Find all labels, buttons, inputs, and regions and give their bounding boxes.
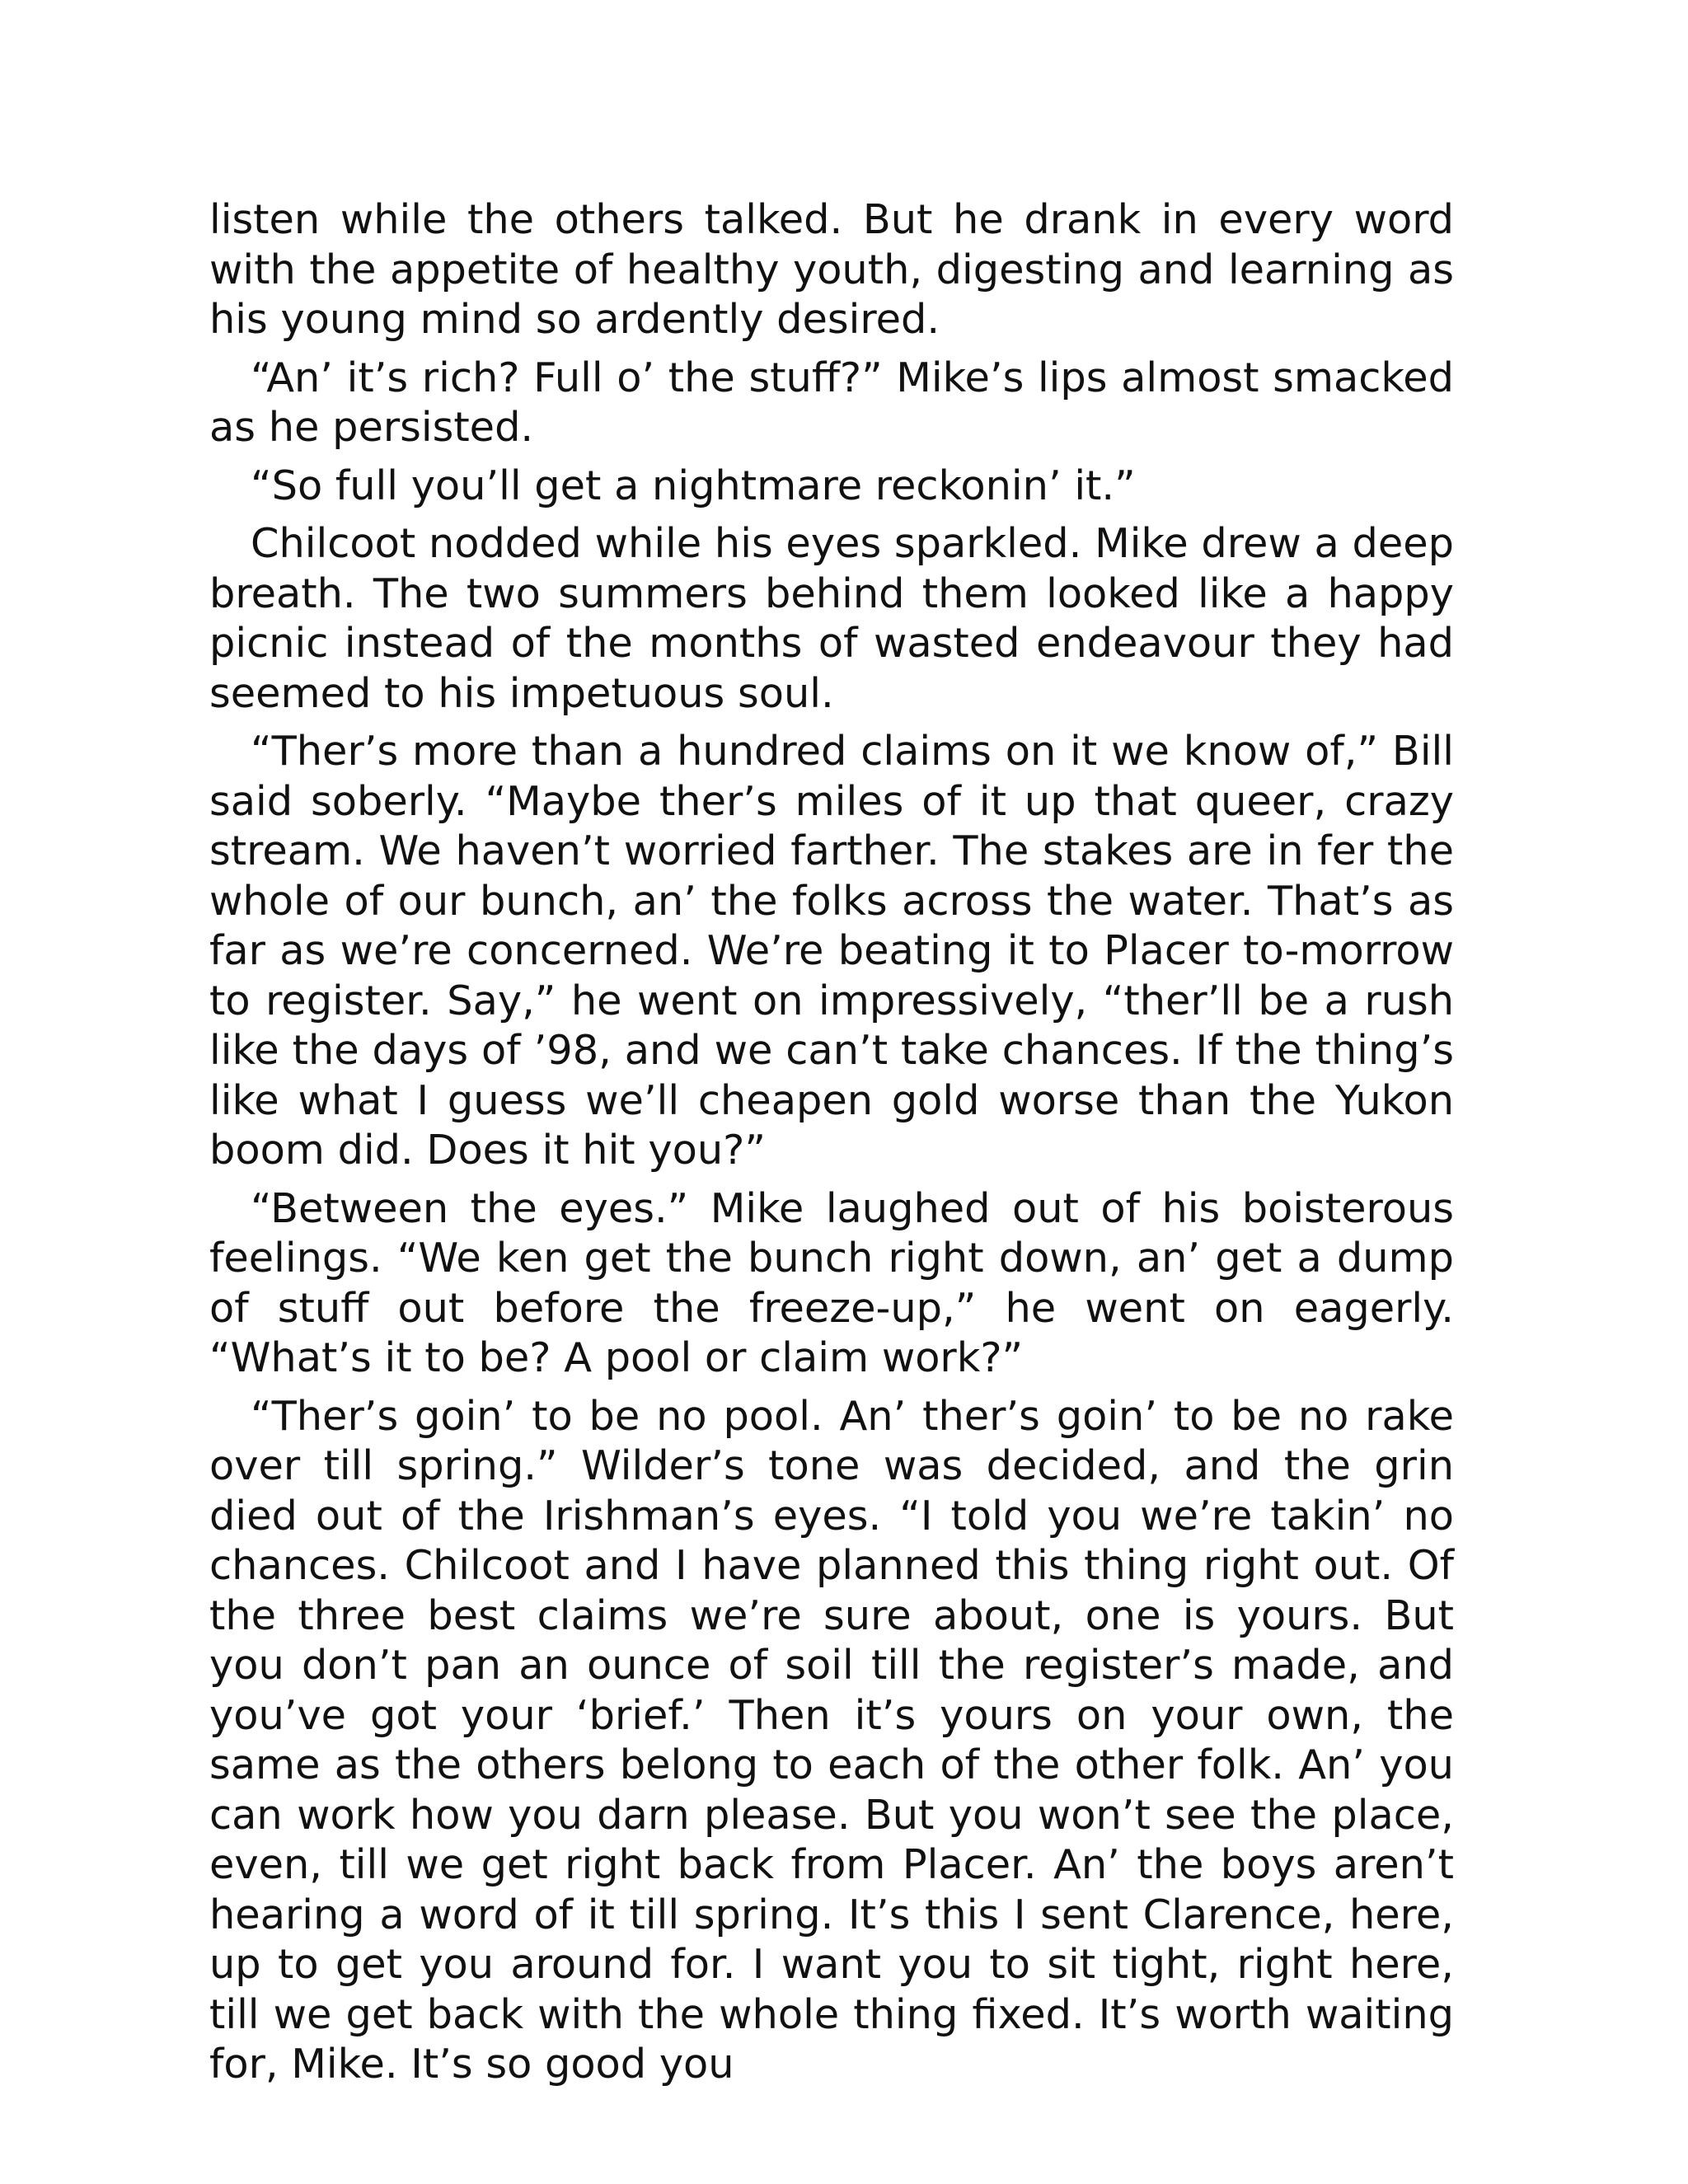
paragraph: listen while the others talked. But he drank in every word with the appetite of healthy youth, digesting and learning as his young mind so ardently desired. [209,195,1454,343]
paragraph: “So full you’ll get a nightmare reckonin’ it.” [251,461,1136,509]
paragraph: “Ther’s more than a hundred claims on it we know of,” Bill said soberly. “Maybe ther’s miles of it up that queer, crazy stream. We haven’t worried farther. The stakes are in fer the whole of our bunch, an’ the folks across the water. That’s as far as we’re concerned. We’re beating it to Placer to-morrow to register. Say,” he went on impressively, “ther’ll be a rush like the days of ’98, and we can’t take chances. If the thing’s like what I guess we’ll cheapen gold worse than the Yukon boom did. Does it hit you?” [209,727,1454,1174]
paragraph: “An’ it’s rich? Full o’ the stuff?” Mike’s lips almost smacked as he persisted. [209,353,1454,451]
page-body [209,194,1454,2097]
paragraph: Chilcoot nodded while his eyes sparkled. Mike drew a deep breath. The two summers behind them looked like a happy picnic instead of the months of wasted endeavour they had seemed to his impetuous soul. [209,519,1454,717]
paragraph: “Between the eyes.” Mike laughed out of his boisterous feelings. “We ken get the bunch right down, an’ get a dump of stuff out before the freeze-up,” he went on eagerly. “What’s it to be? A pool or claim work?” [209,1183,1454,1381]
paragraph: “Ther’s goin’ to be no pool. An’ ther’s goin’ to be no rake over till spring.” Wilder’s tone was decided, and the grin died out of the Irishman’s eyes. “I told you we’re takin’ no chances. Chilcoot and I have planned this thing right out. Of the three best claims we’re sure about, one is yours. But you don’t pan an ounce of soil till the register’s made, and you’ve got your ‘brief.’ Then it’s yours on your own, the same as the others belong to each of the other folk. An’ you can work how you darn please. But you won’t see the place, even, till we get right back from Placer. An’ the boys aren’t hearing a word of it till spring. It’s this I sent Clarence, here, up to get you around for. I want you to sit tight, right here, till we get back with the whole thing fixed. It’s worth waiting for, Mike. It’s so good you [209,1391,1454,2088]
